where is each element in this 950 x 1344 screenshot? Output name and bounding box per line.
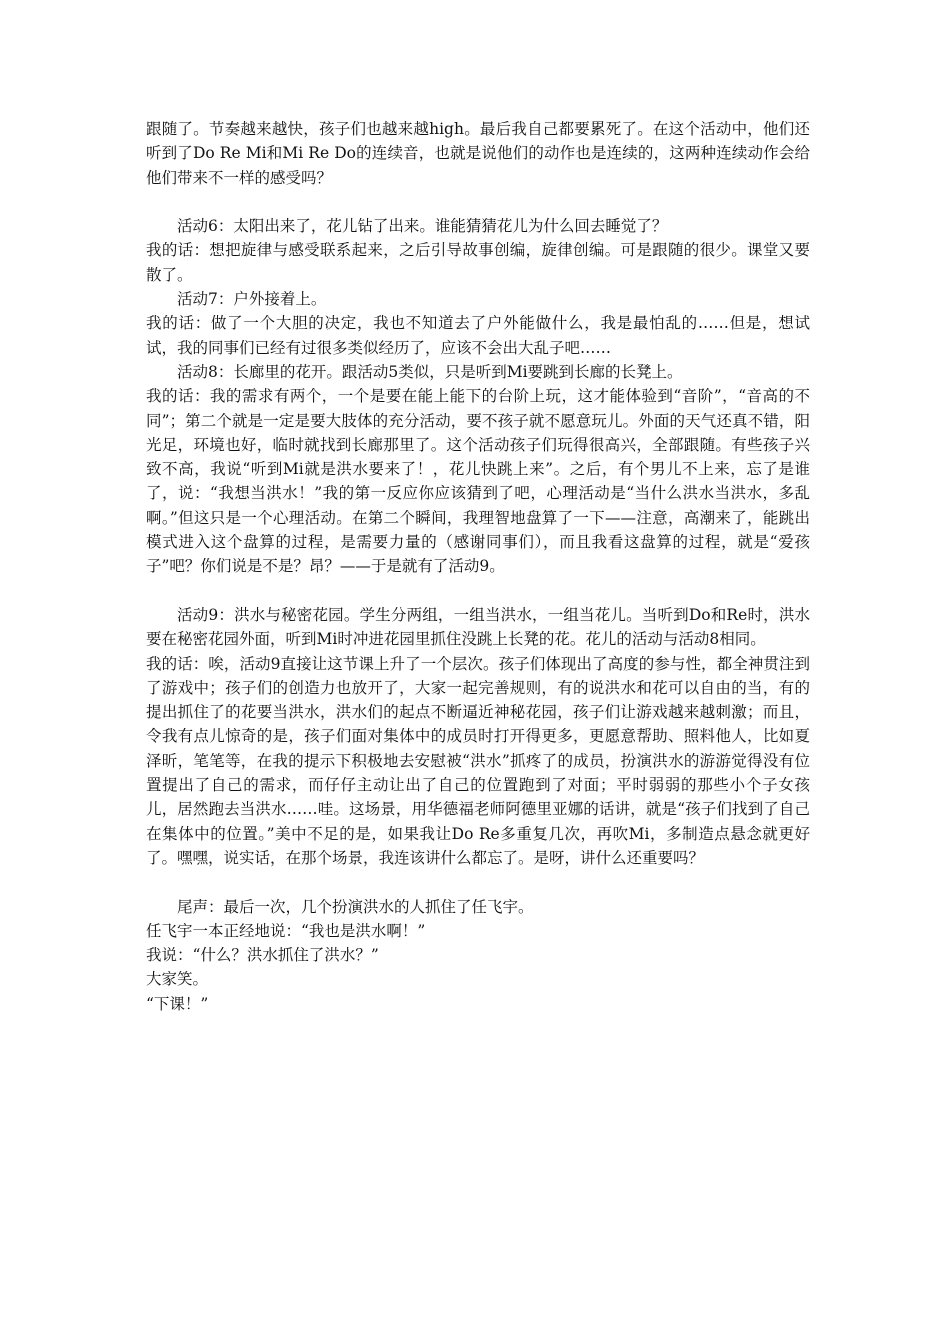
dialogue-line: 任飞宇一本正经地说：“我也是洪水啊！”	[146, 921, 426, 940]
paragraph-activity7: 活动7：户外接着上。	[177, 290, 327, 309]
dialogue-line: “下课！”	[146, 994, 209, 1013]
paragraph-activity5-conclusion: 跟随了。节奏越来越快，孩子们也越来越high。最后我自己都要累死了。在这个活动中，他们还听到了Do Re Mi和Mi Re Do的连续音，也就是说他们的动作也是连续的，这两种连续动作会给他们带来不一样的感受吗？	[146, 120, 810, 187]
paragraph-activity7-reflection: 我的话：做了一个大胆的决定，我也不知道去了户外能做什么，我是最怕乱的……但是，想试试，我的同事们已经有过很多类似经历了，应该不会出大乱子吧……	[146, 314, 810, 357]
paragraph-activity9-reflection: 我的话：唉，活动9直接让这节课上升了一个层次。孩子们体现出了高度的参与性，都全神贯注到了游戏中；孩子们的创造力也放开了，大家一起完善规则，有的说洪水和花可以自由的当，有的提出抓住了的花要当洪水，洪水们的起点不断逼近神秘花园，孩子们让游戏越来越刺激；而且，令我有点儿惊奇的是，孩子们面对集体中的成员时打开得更多，更愿意帮助、照料他人，比如夏泽昕，笔笔等，在我的提示下积极地去安慰被“洪水”抓疼了的成员，扮演洪水的游游觉得没有位置提出了自己的需求，而仔仔主动让出了自己的位置跑到了对面；平时弱弱的那些小个子女孩儿，居然跑去当洪水……哇。这场景，用华德福老师阿德里亚娜的话讲，就是“孩子们找到了自己在集体中的位置。”美中不足的是，如果我让Do Re多重复几次，再吹Mi，多制造点悬念就更好了。嘿嘿，说实话，在那个场景，我连该讲什么都忘了。是呀，讲什么还重要吗？	[146, 654, 810, 867]
paragraph-activity8-reflection: 我的话：我的需求有两个，一个是要在能上能下的台阶上玩，这才能体验到“音阶”，“音高的不同”；第二个就是一定是要大肢体的充分活动，要不孩子就不愿意玩儿。外面的天气还真不错，阳光足，环境也好，临时就找到长廊那里了。这个活动孩子们玩得很高兴，全部跟随。有些孩子兴致不高，我说“听到Mi就是洪水要来了！，花儿快跳上来”。之后，有个男儿不上来，忘了是谁了，说：“我想当洪水！”我的第一反应你应该猜到了吧，心理活动是“当什么洪水当洪水，多乱啊。”但这只是一个心理活动。在第二个瞬间，我理智地盘算了一下——注意，高潮来了，能跳出模式进入这个盘算的过程，是需要力量的（感谢同事们），而且我看这盘算的过程，就是“爱孩子”吧？你们说是不是？昂？——于是就有了活动9。	[146, 387, 810, 576]
dialogue-line: 大家笑。	[146, 970, 209, 989]
paragraph-gap	[146, 870, 810, 894]
document-page	[146, 117, 810, 1016]
paragraph-gap	[146, 190, 810, 214]
paragraph-epilogue: 尾声：最后一次，几个扮演洪水的人抓住了任飞宇。	[177, 897, 534, 916]
paragraph-gap	[146, 579, 810, 603]
paragraph-activity8: 活动8：长廊里的花开。跟活动5类似，只是听到Mi要跳到长廊的长凳上。	[177, 362, 683, 381]
dialogue-line: 我说：“什么？洪水抓住了洪水？”	[146, 946, 379, 965]
paragraph-activity6-reflection: 我的话：想把旋律与感受联系起来，之后引导故事创编，旋律创编。可是跟随的很少。课堂又要散了。	[146, 241, 810, 284]
paragraph-activity6: 活动6：太阳出来了，花儿钻了出来。谁能猜猜花儿为什么回去睡觉了？	[177, 217, 668, 236]
paragraph-activity9: 活动9：洪水与秘密花园。学生分两组，一组当洪水，一组当花儿。当听到Do和Re时，洪水要在秘密花园外面，听到Mi时冲进花园里抓住没跳上长凳的花。花儿的活动与活动8相同。	[146, 605, 810, 649]
